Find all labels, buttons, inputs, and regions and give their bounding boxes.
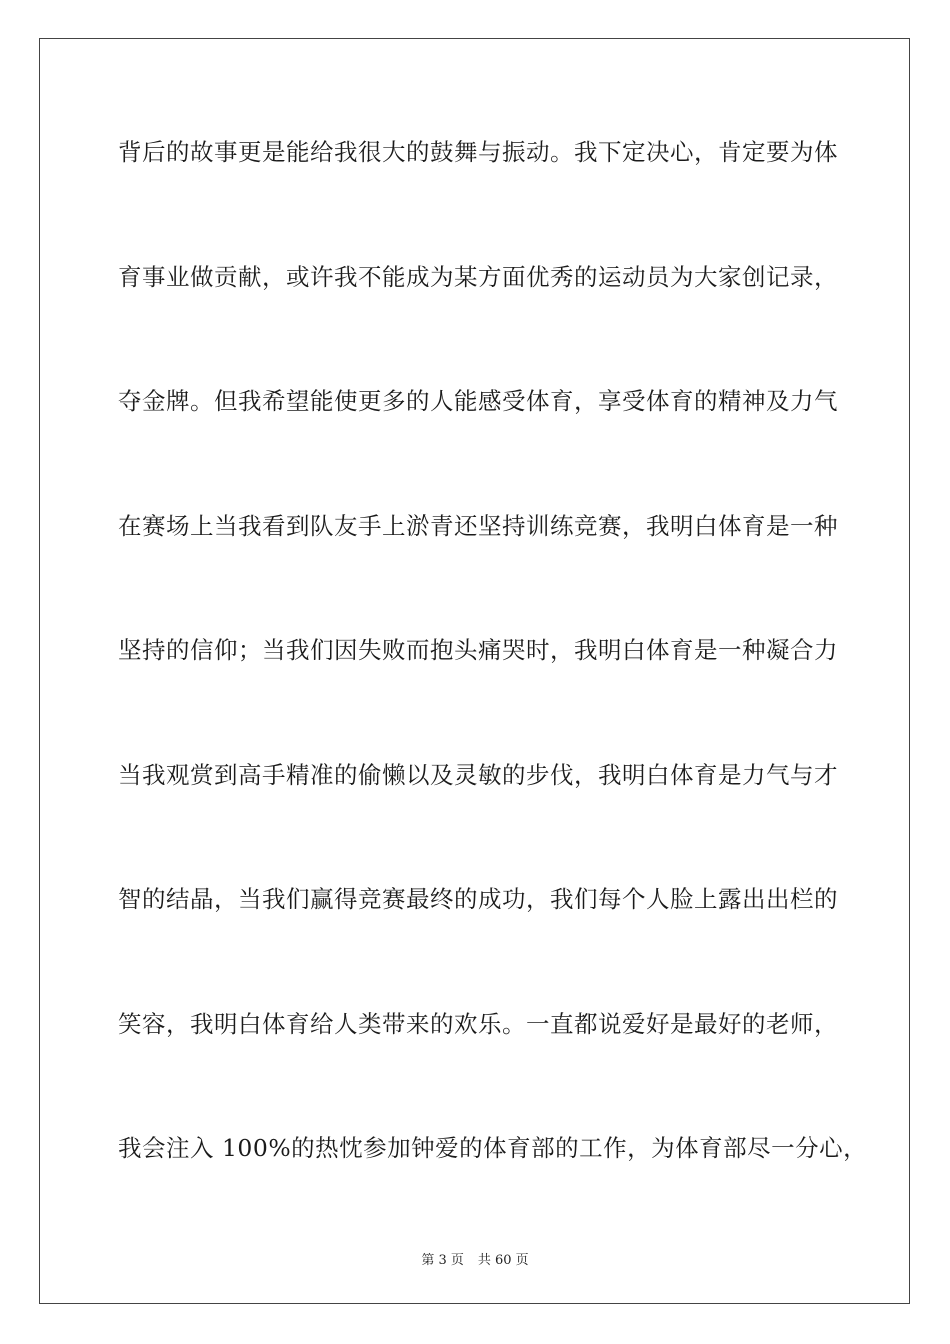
text-line: 育事业做贡献，或许我不能成为某方面优秀的运动员为大家创记录， xyxy=(118,262,838,291)
text-line: 在赛场上当我看到队友手上淤青还坚持训练竞赛，我明白体育是一种 xyxy=(118,511,838,540)
page-footer xyxy=(0,1249,950,1268)
page-number: 第 3 页 xyxy=(421,1253,464,1268)
text-line: 智的结晶，当我们赢得竞赛最终的成功，我们每个人脸上露出出栏的 xyxy=(118,885,838,913)
text-line: 坚持的信仰；当我们因失败而抱头痛哭时，我明白体育是一种凝合力 xyxy=(118,636,838,664)
page-total: 共 60 页 xyxy=(477,1253,529,1268)
text-line: 当我观赏到高手精准的偷懒以及灵敏的步伐，我明白体育是力气与才 xyxy=(118,760,838,789)
text-line: 笑容，我明白体育给人类带来的欢乐。一直都说爱好是最好的老师， xyxy=(118,1009,838,1038)
document-body xyxy=(118,130,868,1251)
text-line: 我会注入 100%的热忱参加钟爱的体育部的工作，为体育部尽一分心， xyxy=(118,1134,868,1162)
text-line: 背后的故事更是能给我很大的鼓舞与振动。我下定决心，肯定要为体 xyxy=(118,138,838,166)
text-line: 夺金牌。但我希望能使更多的人能感受体育，享受体育的精神及力气 xyxy=(118,387,838,415)
